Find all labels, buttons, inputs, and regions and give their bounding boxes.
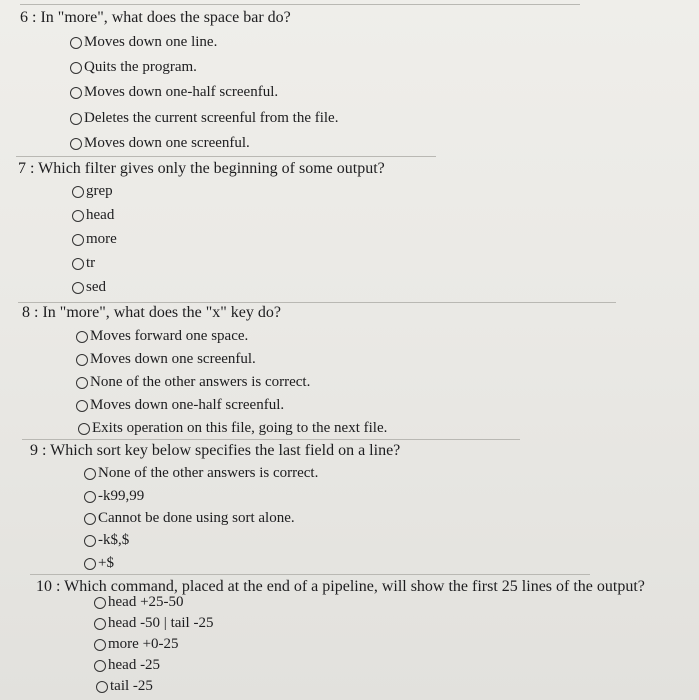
option-label: Moves down one screenful.	[84, 135, 250, 151]
q7-option-4[interactable]	[72, 255, 95, 272]
question-number: 7	[18, 160, 26, 177]
question-number: 10	[36, 578, 52, 595]
radio-button[interactable]	[72, 234, 84, 246]
radio-button[interactable]	[72, 282, 84, 294]
question-9: 9 : Which sort key below specifies the last field on a line?	[30, 442, 401, 459]
radio-button[interactable]	[94, 639, 106, 651]
q6-option-2[interactable]	[70, 59, 197, 76]
option-label: Moves down one screenful.	[90, 351, 256, 367]
q7-option-3[interactable]	[72, 231, 117, 248]
radio-button[interactable]	[70, 62, 82, 74]
q9-option-1[interactable]	[84, 465, 318, 482]
divider	[18, 302, 616, 303]
option-label: grep	[86, 183, 113, 199]
q7-option-1[interactable]	[72, 183, 113, 200]
option-label: more +0-25	[108, 636, 179, 652]
option-label: Exits operation on this file, going to the next file.	[92, 420, 388, 436]
radio-button[interactable]	[70, 87, 82, 99]
q7-option-5[interactable]	[72, 279, 106, 296]
option-label: -k99,99	[98, 488, 145, 504]
option-label: sed	[86, 279, 106, 295]
q10-option-4[interactable]	[94, 657, 160, 674]
radio-button[interactable]	[96, 681, 108, 693]
radio-button[interactable]	[94, 618, 106, 630]
radio-button[interactable]	[78, 423, 90, 435]
radio-button[interactable]	[84, 491, 96, 503]
option-label: Moves down one-half screenful.	[90, 397, 285, 413]
option-label: Moves down one-half screenful.	[84, 84, 279, 100]
question-6: 6 : In "more", what does the space bar do?	[20, 9, 291, 26]
question-text: Which filter gives only the beginning of some output?	[38, 160, 385, 177]
question-text: In "more", what does the "x" key do?	[42, 304, 281, 321]
question-10: 10 : Which command, placed at the end of a pipeline, will show the first 25 lines of the output?	[36, 578, 645, 595]
question-8: 8 : In "more", what does the "x" key do?	[22, 304, 281, 321]
radio-button[interactable]	[76, 400, 88, 412]
option-label: Moves forward one space.	[90, 328, 249, 344]
question-text: Which sort key below specifies the last field on a line?	[50, 442, 401, 459]
q10-option-3[interactable]	[94, 636, 179, 653]
question-text: Which command, placed at the end of a pipeline, will show the first 25 lines of the output?	[64, 578, 645, 595]
q8-option-4[interactable]	[76, 397, 284, 414]
q9-option-5[interactable]	[84, 555, 114, 572]
option-label: None of the other answers is correct.	[98, 465, 319, 481]
option-label: Cannot be done using sort alone.	[98, 510, 295, 526]
radio-button[interactable]	[72, 258, 84, 270]
q9-option-3[interactable]	[84, 510, 295, 527]
radio-button[interactable]	[84, 468, 96, 480]
option-label: head	[86, 207, 115, 223]
option-label: tail -25	[110, 678, 153, 694]
q10-option-5[interactable]	[96, 678, 153, 695]
option-label: head +25-50	[108, 594, 184, 610]
radio-button[interactable]	[84, 513, 96, 525]
question-number: 8	[22, 304, 30, 321]
divider	[22, 439, 520, 440]
q10-option-1[interactable]	[94, 594, 184, 611]
radio-button[interactable]	[94, 660, 106, 672]
question-number: 9	[30, 442, 38, 459]
option-label: None of the other answers is correct.	[90, 374, 311, 390]
option-label: Deletes the current screenful from the file.	[84, 110, 339, 126]
radio-button[interactable]	[76, 331, 88, 343]
radio-button[interactable]	[76, 354, 88, 366]
option-label: Quits the program.	[84, 59, 197, 75]
q10-option-2[interactable]	[94, 615, 213, 632]
question-text: In "more", what does the space bar do?	[40, 9, 291, 26]
question-number: 6	[20, 9, 28, 26]
question-7: 7 : Which filter gives only the beginning of some output?	[18, 160, 385, 177]
q6-option-1[interactable]	[70, 34, 217, 51]
option-label: Moves down one line.	[84, 34, 218, 50]
option-label: more	[86, 231, 117, 247]
radio-button[interactable]	[84, 558, 96, 570]
option-label: -k$,$	[98, 532, 130, 548]
divider	[20, 4, 580, 5]
q6-option-5[interactable]	[70, 135, 250, 152]
q9-option-4[interactable]	[84, 532, 129, 549]
q8-option-5[interactable]	[78, 420, 387, 437]
divider	[30, 574, 590, 575]
q8-option-2[interactable]	[76, 351, 256, 368]
option-label: head -25	[108, 657, 161, 673]
q6-option-4[interactable]	[70, 110, 338, 127]
q8-option-3[interactable]	[76, 374, 310, 391]
radio-button[interactable]	[94, 597, 106, 609]
q7-option-2[interactable]	[72, 207, 114, 224]
q8-option-1[interactable]	[76, 328, 248, 345]
option-label: head -50 | tail -25	[108, 615, 214, 631]
radio-button[interactable]	[70, 138, 82, 150]
option-label: +$	[98, 555, 114, 571]
radio-button[interactable]	[72, 186, 84, 198]
radio-button[interactable]	[76, 377, 88, 389]
radio-button[interactable]	[84, 535, 96, 547]
q9-option-2[interactable]	[84, 488, 144, 505]
radio-button[interactable]	[70, 113, 82, 125]
radio-button[interactable]	[70, 37, 82, 49]
q6-option-3[interactable]	[70, 84, 278, 101]
divider	[16, 156, 436, 157]
option-label: tr	[86, 255, 96, 271]
radio-button[interactable]	[72, 210, 84, 222]
